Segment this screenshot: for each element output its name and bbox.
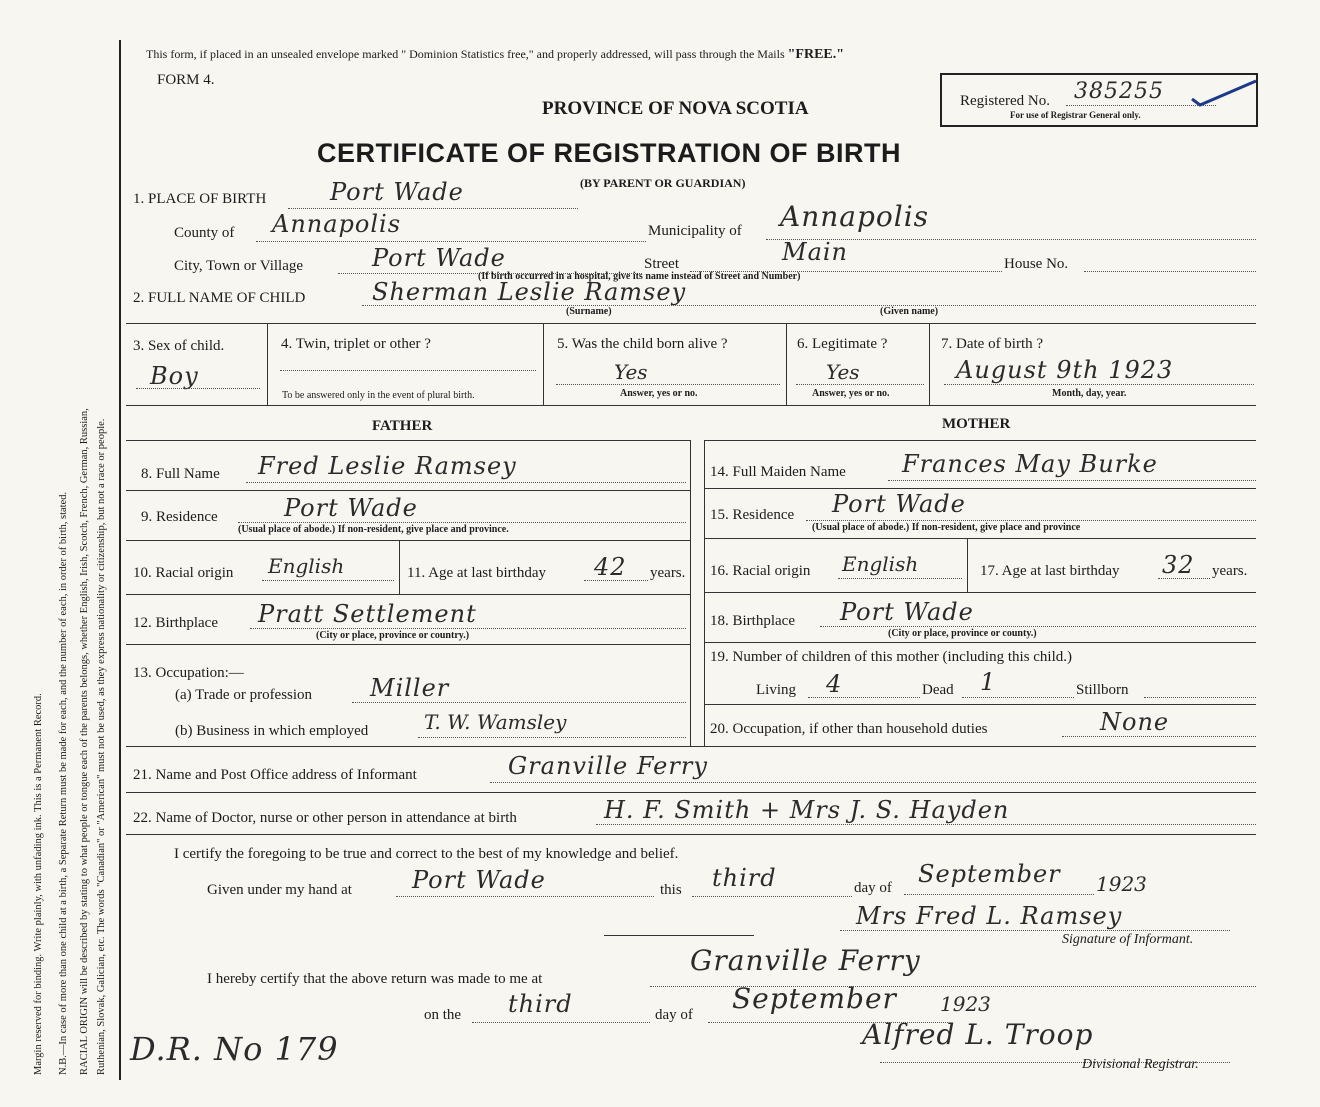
living-value: 4 bbox=[826, 670, 843, 698]
province-heading: PROVINCE OF NOVA SCOTIA bbox=[542, 98, 809, 119]
mother-heading: MOTHER bbox=[942, 416, 1011, 432]
registrar-title: Divisional Registrar. bbox=[1082, 1057, 1199, 1072]
county-value: Annapolis bbox=[272, 210, 402, 238]
sex-value: Boy bbox=[150, 362, 199, 390]
father-years-label: years. bbox=[650, 565, 686, 581]
father-race-label: 10. Racial origin bbox=[133, 565, 234, 581]
father-business-label: (b) Business in which employed bbox=[175, 723, 369, 739]
mother-occupation-value: None bbox=[1100, 708, 1170, 736]
postal-notice-text: This form, if placed in an unsealed envelope marked " Dominion Statistics free," and properly addressed, will pass through the Mails bbox=[146, 47, 785, 61]
informant-signature-label: Signature of Informant. bbox=[1062, 932, 1194, 947]
mother-children-label: 19. Number of children of this mother (including this child.) bbox=[710, 649, 1073, 665]
county-label: County of bbox=[174, 225, 235, 241]
doctor-label: 22. Name of Doctor, nurse or other person in attendance at birth bbox=[133, 810, 517, 826]
given-day-value: third bbox=[712, 864, 777, 892]
mother-residence-label: 15. Residence bbox=[710, 507, 795, 523]
given-place-value: Port Wade bbox=[412, 866, 546, 894]
dob-note: Month, day, year. bbox=[1052, 388, 1127, 399]
father-residence-label: 9. Residence bbox=[141, 509, 218, 525]
place-of-birth-label: 1. PLACE OF BIRTH bbox=[133, 191, 267, 207]
checkmark-icon bbox=[1190, 77, 1260, 107]
mother-age-value: 32 bbox=[1162, 551, 1195, 579]
father-trade-label: (a) Trade or profession bbox=[175, 687, 313, 703]
street-value: Main bbox=[782, 238, 849, 266]
born-alive-value: Yes bbox=[614, 360, 648, 384]
living-label: Living bbox=[756, 682, 796, 698]
registrar-month-value: September bbox=[732, 982, 897, 1015]
father-trade-value: Miller bbox=[370, 674, 450, 702]
informant-label: 21. Name and Post Office address of Informant bbox=[133, 767, 417, 783]
given-name-note: (Given name) bbox=[880, 306, 939, 317]
margin-note-1: Margin reserved for binding. Write plainly, with unfading ink. This is a Permanent Record. bbox=[33, 693, 44, 1075]
free-label: "FREE." bbox=[787, 47, 845, 62]
child-name-value: Sherman Leslie Ramsey bbox=[372, 278, 687, 306]
registered-number: 385255 bbox=[1074, 79, 1164, 104]
child-name-label: 2. FULL NAME OF CHILD bbox=[133, 290, 306, 306]
father-occupation-label: 13. Occupation:— bbox=[133, 665, 244, 681]
margin-note-4: Ruthenian, Slovak, Galician, etc. The words "Canadian" or "American" must not be used, as they express nationality or citizenship, but not a race or people. bbox=[96, 418, 107, 1075]
legitimate-note: Answer, yes or no. bbox=[812, 388, 890, 399]
postal-notice bbox=[146, 47, 844, 63]
registrar-signature: Alfred L. Troop bbox=[862, 1018, 1094, 1051]
mother-occupation-label: 20. Occupation, if other than household duties bbox=[710, 721, 988, 737]
margin-note-2: N.B.—In case of more than one child at a birth, a Separate Return must be made for each, and the number of each, in order of birth, stated. bbox=[58, 491, 69, 1075]
hospital-note: (If birth occurred in a hospital, give its name instead of Street and Number) bbox=[478, 271, 801, 282]
certify-line: I certify the foregoing to be true and correct to the best of my knowledge and belief. bbox=[174, 846, 679, 862]
mother-residence-note: (Usual place of abode.) If non-resident, give place and province bbox=[812, 522, 1081, 533]
dob-value: August 9th 1923 bbox=[956, 356, 1174, 384]
subtitle: (BY PARENT OR GUARDIAN) bbox=[580, 176, 746, 190]
legitimate-label: 6. Legitimate ? bbox=[797, 336, 888, 352]
this-label: this bbox=[660, 882, 682, 898]
mother-race-value: English bbox=[842, 552, 919, 576]
mother-name-label: 14. Full Maiden Name bbox=[710, 464, 846, 480]
father-name-value: Fred Leslie Ramsey bbox=[258, 452, 517, 480]
registrar-year-value: 23 bbox=[965, 992, 991, 1016]
registered-box bbox=[940, 73, 1258, 127]
dr-number-note: D.R. No 179 bbox=[130, 1030, 339, 1068]
on-the-label: on the bbox=[424, 1007, 462, 1023]
stillborn-label: Stillborn bbox=[1076, 682, 1129, 698]
twin-note: To be answered only in the event of plural birth. bbox=[282, 390, 475, 401]
mother-age-label: 17. Age at last birthday bbox=[980, 563, 1120, 579]
born-alive-note: Answer, yes or no. bbox=[620, 388, 698, 399]
father-age-label: 11. Age at last birthday bbox=[407, 565, 546, 581]
father-name-label: 8. Full Name bbox=[141, 466, 220, 482]
registrar-use-note: For use of Registrar General only. bbox=[1010, 110, 1141, 120]
born-alive-label: 5. Was the child born alive ? bbox=[557, 336, 728, 352]
mother-name-value: Frances May Burke bbox=[902, 450, 1158, 478]
given-label: Given under my hand at bbox=[207, 882, 352, 898]
father-age-value: 42 bbox=[594, 553, 627, 581]
doctor-value: H. F. Smith + Mrs J. S. Hayden bbox=[604, 796, 1010, 824]
registrar-year bbox=[940, 992, 991, 1016]
municipality-value: Annapolis bbox=[780, 200, 930, 233]
dob-label: 7. Date of birth ? bbox=[941, 336, 1044, 352]
surname-note: (Surname) bbox=[566, 306, 612, 317]
municipality-label: Municipality of bbox=[648, 223, 742, 239]
place-of-birth-value: Port Wade bbox=[330, 178, 464, 206]
house-no-label: House No. bbox=[1004, 256, 1069, 272]
mother-residence-value: Port Wade bbox=[832, 490, 966, 518]
form-number: FORM 4. bbox=[157, 72, 215, 88]
father-residence-note: (Usual place of abode.) If non-resident, give place and province. bbox=[238, 524, 509, 535]
given-year-value: 1923 bbox=[1096, 872, 1147, 896]
registrar-line: I hereby certify that the above return was made to me at bbox=[207, 971, 543, 987]
registrar-dayof-label: day of bbox=[655, 1007, 693, 1023]
legitimate-value: Yes bbox=[826, 360, 860, 384]
city-value: Port Wade bbox=[372, 244, 506, 272]
informant-signature: Mrs Fred L. Ramsey bbox=[856, 902, 1123, 930]
sex-label: 3. Sex of child. bbox=[133, 338, 225, 354]
father-birthplace-value: Pratt Settlement bbox=[258, 600, 477, 628]
page-title: CERTIFICATE OF REGISTRATION OF BIRTH bbox=[317, 138, 901, 168]
margin-note-3: RACIAL ORIGIN will be described by stating to what people or tongue each of the parents belongs, whether English, Irish, Scotch, French, German, Russian, bbox=[79, 408, 90, 1075]
father-heading: FATHER bbox=[372, 418, 433, 434]
dead-label: Dead bbox=[922, 682, 954, 698]
informant-value: Granville Ferry bbox=[508, 752, 708, 780]
twin-label: 4. Twin, triplet or other ? bbox=[281, 336, 431, 352]
father-birthplace-label: 12. Birthplace bbox=[133, 615, 218, 631]
mother-race-label: 16. Racial origin bbox=[710, 563, 811, 579]
registrar-place-value: Granville Ferry bbox=[690, 944, 921, 977]
mother-birthplace-note: (City or place, province or county.) bbox=[888, 628, 1037, 639]
mother-birthplace-label: 18. Birthplace bbox=[710, 613, 795, 629]
street-label: Street bbox=[644, 256, 679, 272]
registrar-day-value: third bbox=[508, 990, 573, 1018]
registrar-year-prefix: 19 bbox=[940, 992, 966, 1016]
registered-label: Registered No. bbox=[960, 93, 1050, 109]
father-business-value: T. W. Wamsley bbox=[424, 710, 567, 734]
city-label: City, Town or Village bbox=[174, 258, 304, 274]
given-month-value: September bbox=[918, 860, 1061, 888]
mother-years-label: years. bbox=[1212, 563, 1248, 579]
father-residence-value: Port Wade bbox=[284, 494, 418, 522]
dead-value: 1 bbox=[980, 668, 997, 696]
dayof-label: day of bbox=[854, 880, 892, 896]
father-birthplace-note: (City or place, province or country.) bbox=[316, 630, 470, 641]
father-race-value: English bbox=[268, 554, 345, 578]
mother-birthplace-value: Port Wade bbox=[840, 598, 974, 626]
